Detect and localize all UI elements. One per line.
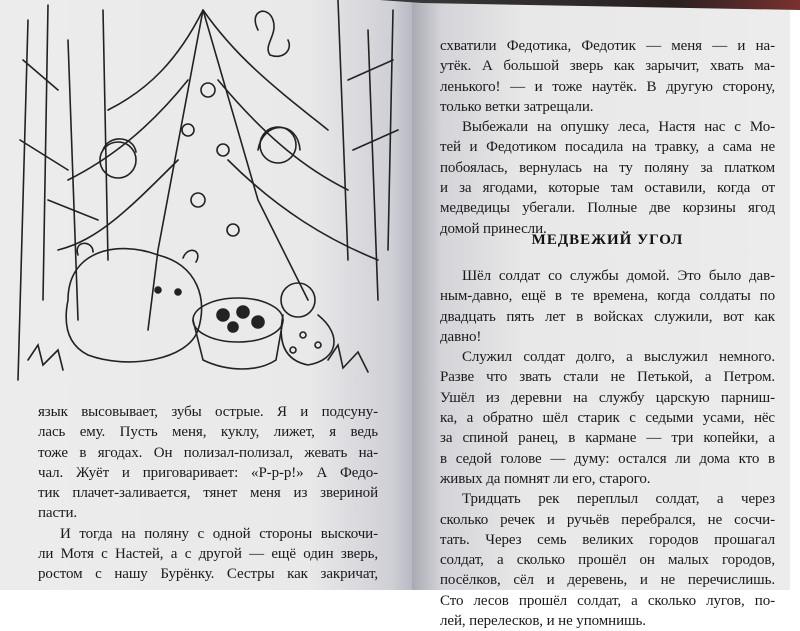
text-line: чал. Жуёт и приговаривает: «Р-р-р!» А Федо- [38, 464, 378, 481]
text-line: в седой голове — думу: остался ли дома кто в [440, 450, 775, 467]
girl [281, 283, 334, 365]
text-line: побоялась, вернулась на ту поляну за платком [440, 159, 775, 176]
text-line: лей, перелесков, и не упомнишь. [440, 613, 646, 630]
basket-of-berries [193, 298, 283, 369]
text-line: тоже в ягодах. Он полизал-полизал, жевать на- [38, 444, 378, 461]
text-line: живых да помнят ли его, старого. [440, 470, 651, 487]
text-line: И тогда на поляну с одной стороны выскочи- [60, 525, 378, 542]
bear [66, 243, 201, 362]
text-line: давно! [440, 328, 482, 345]
text-line: медведицы убегали. Полные две корзины ягод [440, 200, 775, 217]
text-line: Шёл солдат со службы домой. Это было дав- [462, 268, 775, 284]
text-line: солдат, а сколько прошёл он малых городов, [440, 552, 775, 569]
right-page-chapter-text [440, 266, 775, 631]
text-line: язык высовывает, зубы острые. Я и подсуну- [38, 404, 378, 420]
text-line: Тридцать рек переплыл солдат, а через [462, 491, 775, 508]
text-line: ли Мотя с Настей, а с другой — ещё один зверь, [38, 546, 378, 563]
bear-and-children-illustration [8, 0, 403, 385]
right-page-top-text [440, 36, 775, 239]
text-line: сколько речек и ручьёв перебрался, не сосчи- [440, 511, 775, 528]
text-line: тик плачет-заливается, тянет меня из звериной [38, 485, 378, 502]
text-line: пасти. [38, 505, 78, 522]
text-line: лась ему. Пусть меня, куклу, лижет, я ведь [38, 424, 378, 441]
chapter-heading: МЕДВЕЖИЙ УГОЛ [531, 232, 684, 248]
text-line: Ушёл из деревни на службу царскую парниш- [440, 389, 775, 406]
text-line: и за ягодами, которые там оставили, когда от [440, 180, 775, 197]
text-line: Сто лесов прошёл солдат, а сколько лугов, по- [440, 592, 775, 609]
text-line: схватили Федотика, Федотик — меня — и на- [440, 38, 775, 54]
forest-trees [18, 0, 398, 380]
text-line: тать. Через семь великих городов прошагал [440, 531, 775, 548]
text-line: за спиной ранец, в кармане — три копейки, а [440, 430, 775, 447]
text-line: Служил солдат долго, а выслужил немного. [462, 349, 775, 366]
text-line: домой принесли. [440, 220, 547, 237]
text-line: утёк. А большой зверь как зарычит, хвать ма- [440, 58, 775, 75]
text-line: Выбежали на опушку леса, Настя нас с Мо- [462, 119, 775, 136]
text-line: только ветки затрещали. [440, 98, 594, 115]
text-line: двадцать пять лет в войсках служили, вот как [440, 308, 775, 325]
text-line: Разве что звать стали не Петькой, а Петром. [440, 369, 775, 386]
text-line: ростом с нашу Бурёнку. Сестры как закричат, [38, 566, 378, 583]
text-line: тей и Федотиком посадила на травку, а сама не [440, 139, 775, 156]
text-line: посёлков, сёл и деревень, и не перечислишь. [440, 572, 775, 589]
left-page-text [38, 402, 378, 585]
text-line: ленького! — и тоже наутёк. В другую сторону, [440, 78, 775, 95]
text-line: ным-давно, ещё в те времена, когда солдаты по [440, 288, 775, 305]
text-line: ка, а обратно шёл старик с седыми усами, нёс [440, 410, 775, 427]
squirrel [255, 11, 289, 56]
